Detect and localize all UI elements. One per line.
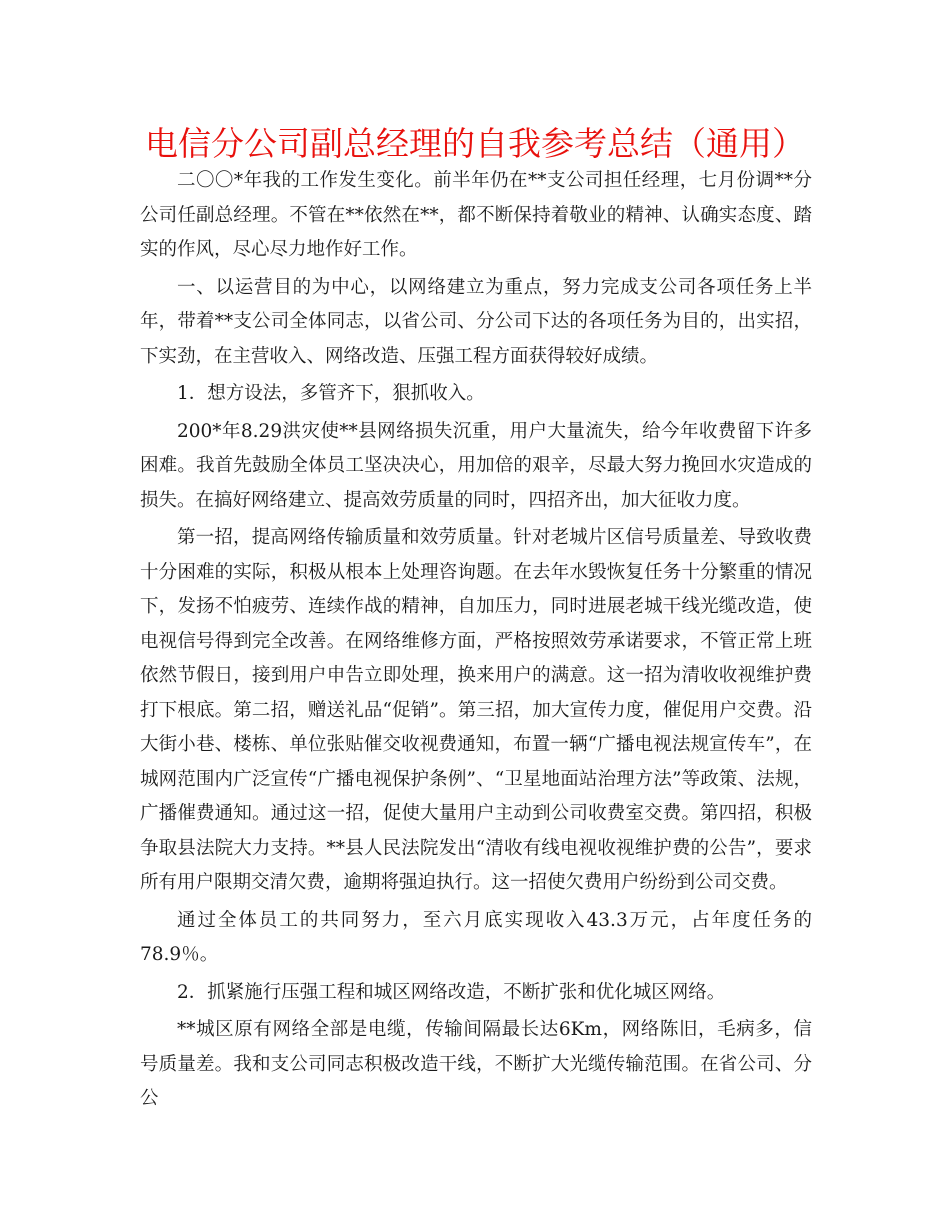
document-title: 电信分公司副总经理的自我参考总结（通用） xyxy=(145,124,805,163)
paragraph: 200*年8.29洪灾使**县网络损失沉重，用户大量流失，给今年收费留下许多困难。我首先鼓励全体员工坚决决心，用加倍的艰辛，尽最大努力挽回水灾造成的损失。在搞好网络建立、提高效劳质量的同时，四招齐出，加大征收力度。 xyxy=(140,420,812,511)
document-body xyxy=(140,164,812,1117)
paragraph: 二〇〇*年我的工作发生变化。前半年仍在**支公司担任经理，七月份调**分公司任副总经理。不管在**依然在**，都不断保持着敬业的精神、认确实态度、踏实的作风，尽心尽力地作好工作。 xyxy=(140,170,812,260)
paragraph: 一、以运营目的为中心，以网络建立为重点，努力完成支公司各项任务上半年，带着**支公司全体同志，以省公司、分公司下达的各项任务为目的，出实招，下实劲，在主营收入、网络改造、压强工程方面获得较好成绩。 xyxy=(140,276,812,367)
paragraph: 通过全体员工的共同努力，至六月底实现收入43.3万元，占年度任务的78.9％。 xyxy=(140,909,812,965)
paragraph: **城区原有网络全部是电缆，传输间隔最长达6Km，网络陈旧，毛病多，信号质量差。我和支公司同志积极改造干线，不断扩大光缆传输范围。在省公司、分公 xyxy=(140,1019,812,1109)
paragraph: 第一招，提高网络传输质量和效劳质量。针对老城片区信号质量差、导致收费十分困难的实际，积极从根本上处理咨询题。在去年水毁恢复任务十分繁重的情况下，发扬不怕疲劳、连续作战的精神，自加压力，同时进展老城干线光缆改造，使电视信号得到完全改善。在网络维修方面，严格按照效劳承诺要求，不管正常上班依然节假日，接到用户申告立即处理，换来用户的满意。这一招为清收收视维护费打下根底。第二招，赠送礼品“促销”。第三招，加大宣传力度，催促用户交费。沿大街小巷、楼栋、单位张贴催交收视费通知，布置一辆“广播电视法规宣传车”，在城网范围内广泛宣传“广播电视保护条例”、“卫星地面站治理方法”等政策、法规，广播催费通知。通过这一招，促使大量用户主动到公司收费室交费。第四招，积极争取县法院大力支持。**县人民法院发出“清收有线电视收视维护费的公告”，要求所有用户限期交清欠费，逾期将强迫执行。这一招使欠费用户纷纷到公司交费。 xyxy=(140,527,812,893)
paragraph: 2．抓紧施行压强工程和城区网络改造，不断扩张和优化城区网络。 xyxy=(177,981,726,1003)
paragraph: 1．想方设法，多管齐下，狠抓收入。 xyxy=(177,383,485,404)
